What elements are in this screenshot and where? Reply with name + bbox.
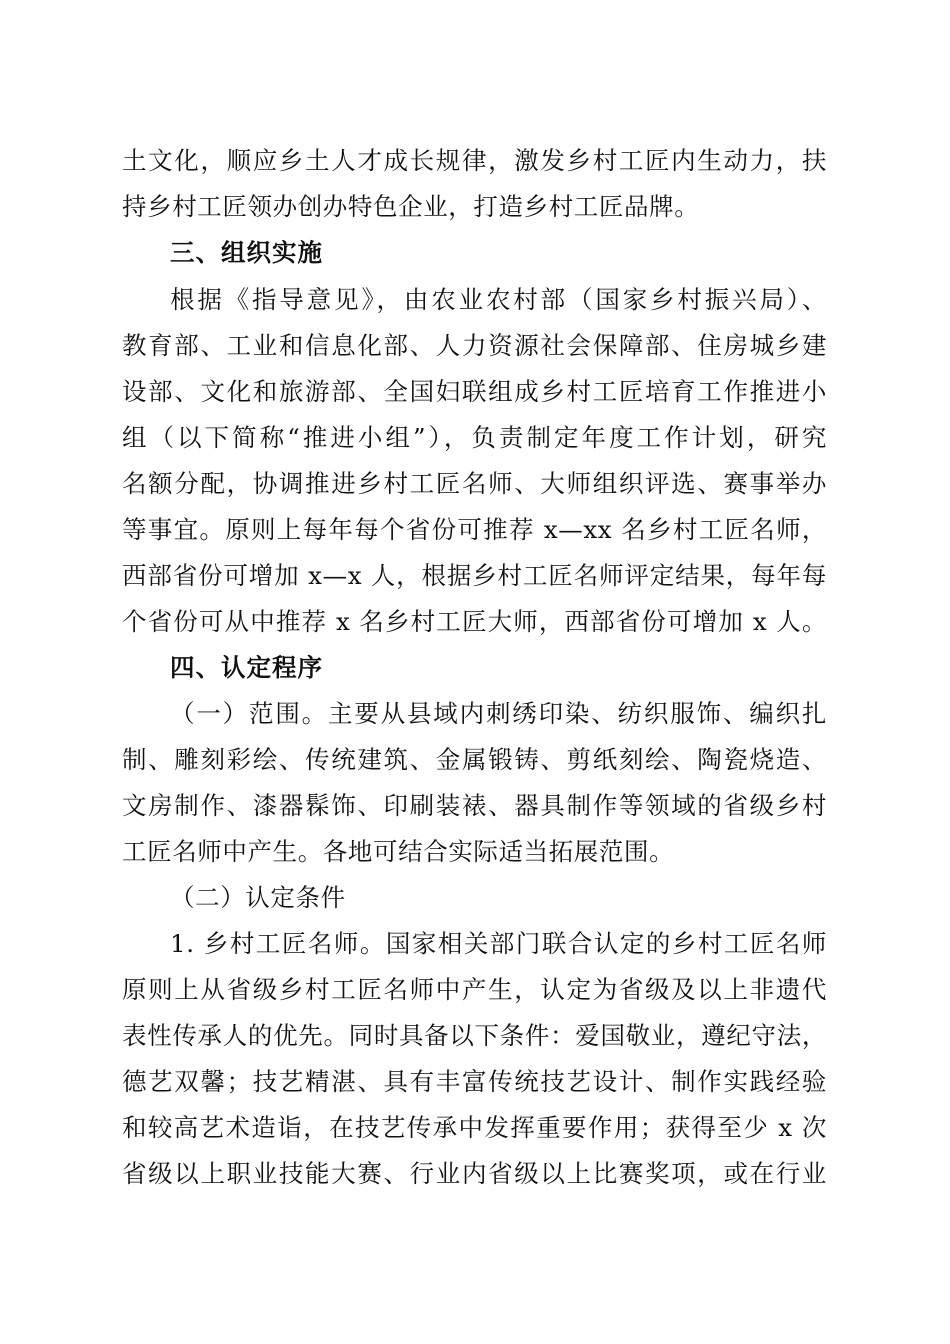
- paragraph-line: 工匠名师中产生。各地可结合实际适当拓展范围。: [122, 837, 675, 866]
- paragraph-line: 持乡村工匠领办创办特色企业，打造乡村工匠品牌。: [122, 192, 700, 221]
- paragraph-line: 省级以上职业技能大赛、行业内省级以上比赛奖项，或在行业: [122, 1159, 827, 1188]
- paragraph-line: 表性传承人的优先。同时具备以下条件：爱国敬业，遵纪守法，: [122, 1021, 827, 1050]
- paragraph-line: 德艺双馨；技艺精湛、具有丰富传统技艺设计、制作实践经验: [122, 1067, 827, 1096]
- paragraph-line: 1. 乡村工匠名师。国家相关部门联合认定的乡村工匠名师: [170, 929, 827, 958]
- paragraph-line: 西部省份可增加 x—x 人，根据乡村工匠名师评定结果，每年每: [122, 561, 827, 590]
- section-heading: 四、认定程序: [170, 653, 323, 682]
- paragraph-line: 制、雕刻彩绘、传统建筑、金属锻铸、剪纸刻绘、陶瓷烧造、: [122, 745, 827, 774]
- paragraph-line: 教育部、工业和信息化部、人力资源社会保障部、住房城乡建: [122, 331, 827, 360]
- paragraph-line: 文房制作、漆器髹饰、印刷装裱、器具制作等领域的省级乡村: [122, 791, 827, 820]
- paragraph-line: 根据《指导意见》，由农业农村部（国家乡村振兴局）、: [170, 285, 827, 314]
- paragraph-line: （一）范围。主要从县域内刺绣印染、纺织服饰、编织扎: [170, 699, 827, 728]
- paragraph-line: 等事宜。原则上每年每个省份可推荐 x—xx 名乡村工匠名师，: [122, 515, 827, 544]
- paragraph-line: 和较高艺术造诣，在技艺传承中发挥重要作用；获得至少 x 次: [122, 1113, 827, 1142]
- paragraph-line: 个省份可从中推荐 x 名乡村工匠大师，西部省份可增加 x 人。: [122, 607, 827, 636]
- paragraph-line: 土文化，顺应乡土人才成长规律，激发乡村工匠内生动力，扶: [122, 146, 827, 175]
- paragraph-line: 组（以下简称“推进小组”），负责制定年度工作计划，研究: [122, 423, 827, 452]
- paragraph-line: 设部、文化和旅游部、全国妇联组成乡村工匠培育工作推进小: [122, 377, 827, 406]
- section-heading: 三、组织实施: [170, 238, 323, 267]
- paragraph-line: 名额分配，协调推进乡村工匠名师、大师组织评选、赛事举办: [122, 469, 827, 498]
- subsection-heading: （二）认定条件: [170, 883, 346, 912]
- paragraph-line: 原则上从省级乡村工匠名师中产生，认定为省级及以上非遗代: [122, 975, 827, 1004]
